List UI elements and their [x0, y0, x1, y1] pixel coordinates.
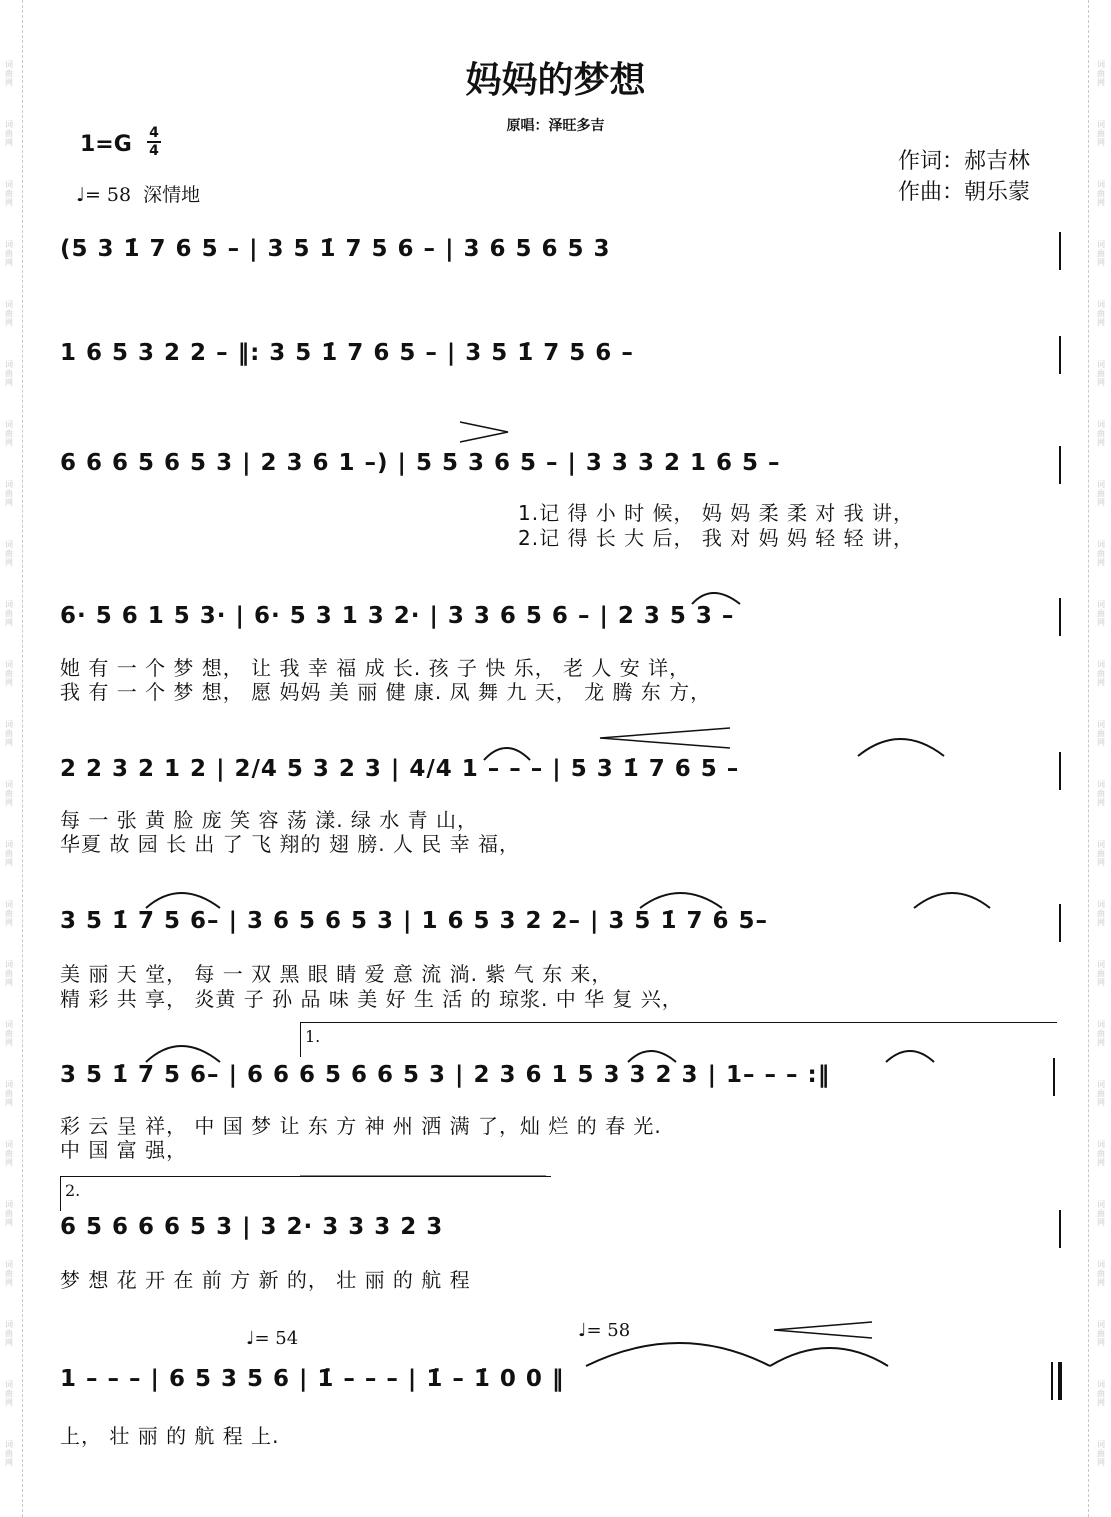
lyric-line-8a: 梦 想 花 开 在 前 方 新 的， 壮 丽 的 航 程: [60, 1268, 471, 1292]
watermark-text: 词 曲 网: [1097, 900, 1105, 927]
lyric-line-3a: 1.记 得 小 时 候， 妈 妈 柔 柔 对 我 讲，: [518, 501, 915, 525]
watermark-text: 词 曲 网: [5, 900, 13, 927]
lyric-line-6a: 美 丽 天 堂， 每 一 双 黑 眼 睛 爱 意 流 淌. 紫 气 东 来，: [60, 962, 613, 986]
watermark-text: 词 曲 网: [5, 1020, 13, 1047]
notation-line-6: 3 5 1̇ 7 5 6– | 3 6 5 6 5 3 | 1 6 5 3 2 2– | 3 5 1̇ 7 6 5–: [60, 908, 768, 934]
watermark-text: 词 曲 网: [1097, 420, 1105, 447]
mood-marking: 深情地: [143, 184, 201, 206]
watermark-text: 词 曲 网: [1097, 1440, 1105, 1467]
watermark-text: 词 曲 网: [5, 720, 13, 747]
notation-line-9: 1 – – – | 6 5 3 5 6 | 1̇ – – – | 1̇ – 1̇ 0 0 ‖: [60, 1366, 565, 1392]
watermark-text: 词 曲 网: [1097, 360, 1105, 387]
notation-line-5: 2 2 3 2 1 2 | 2/4 5 3 2 3 | 4/4 1 – – – | 5 3 1̇ 7 6 5 –: [60, 756, 740, 782]
lyric-line-5a: 每 一 张 黄 脸 庞 笑 容 荡 漾. 绿 水 青 山，: [60, 808, 479, 832]
watermark-text: 词 曲 网: [1097, 180, 1105, 207]
notation-line-2: 1 6 5 3 2 2 – ‖: 3 5 1̇ 7 6 5 – | 3 5 1̇ 7 5 6 –: [60, 340, 634, 366]
watermark-text: 词 曲 网: [1097, 840, 1105, 867]
tempo-change-58: ♩= 58: [578, 1320, 631, 1341]
watermark-text: 词 曲 网: [1097, 240, 1105, 267]
watermark-text: 词 曲 网: [1097, 600, 1105, 627]
watermark-text: 词 曲 网: [1097, 60, 1105, 87]
notation-line-4: 6· 5 6 1 5 3· | 6· 5 3 1 3 2· | 3 3 6 5 6 – | 2 3 5 3 –: [60, 603, 735, 629]
lyric-line-7a: 彩 云 呈 祥， 中 国 梦 让 东 方 神 州 洒 满 了，灿 烂 的 春 光.: [60, 1114, 662, 1138]
watermark-text: 词 曲 网: [1097, 300, 1105, 327]
watermark-text: 词 曲 网: [1097, 1260, 1105, 1287]
watermark-text: 词 曲 网: [1097, 1380, 1105, 1407]
watermark-text: 词 曲 网: [5, 360, 13, 387]
notation-line-1: (5 3 1̇ 7 6 5 – | 3 5 1̇ 7 5 6 – | 3 6 5 6 5 3: [60, 236, 611, 262]
watermark-text: 词 曲 网: [5, 480, 13, 507]
lyric-line-9a: 上， 壮 丽 的 航 程 上.: [60, 1424, 280, 1448]
composer-credit: 作曲：朝乐蒙: [898, 180, 1031, 205]
watermark-text: 词 曲 网: [1097, 1200, 1105, 1227]
notation-line-8: 6 5 6 6 6 5 3 | 3 2· 3 3 3 2 3: [60, 1214, 444, 1240]
volta-2-label: 2.: [65, 1181, 81, 1200]
watermark-text: 词 曲 网: [5, 1380, 13, 1407]
lyric-line-4a: 她 有 一 个 梦 想， 让 我 幸 福 成 长. 孩 子 快 乐， 老 人 安 详，: [60, 656, 691, 680]
watermark-text: 词 曲 网: [5, 1260, 13, 1287]
watermark-text: 词 曲 网: [5, 1140, 13, 1167]
notation-line-7: 3 5 1̇ 7 5 6– | 6 6 6 5 6 6 5 3 | 2 3 6 1 5 3 3 2 3 | 1– – – :‖: [60, 1062, 831, 1088]
song-title: 妈妈的梦想: [465, 60, 646, 101]
watermark-text: 词 曲 网: [5, 780, 13, 807]
watermark-text: 词 曲 网: [5, 1320, 13, 1347]
lyric-line-5b: 华夏 故 园 长 出 了 飞 翔的 翅 膀. 人 民 幸 福，: [60, 832, 521, 856]
watermark-text: 词 曲 网: [5, 960, 13, 987]
tempo-change-54: ♩= 54: [246, 1328, 299, 1349]
time-numerator: 4: [149, 125, 159, 141]
watermark-text: 词 曲 网: [5, 660, 13, 687]
singer-credit: 原唱：泽旺多吉: [506, 118, 605, 134]
tempo-value: ♩= 58: [76, 184, 132, 206]
watermark-text: 词 曲 网: [5, 180, 13, 207]
watermark-text: 词 曲 网: [1097, 120, 1105, 147]
watermark-text: 词 曲 网: [1097, 480, 1105, 507]
lyricist-credit: 作词：郝吉林: [898, 149, 1031, 174]
lyric-line-6b: 精 彩 共 享， 炎黄 子 孙 品 味 美 好 生 活 的 琼浆. 中 华 复 兴，: [60, 987, 683, 1011]
watermark-text: 词 曲 网: [1097, 1140, 1105, 1167]
watermark-text: 词 曲 网: [5, 1440, 13, 1467]
watermark-text: 词 曲 网: [5, 600, 13, 627]
lyric-line-3b: 2.记 得 长 大 后， 我 对 妈 妈 轻 轻 讲，: [518, 526, 915, 550]
watermark-text: 词 曲 网: [1097, 720, 1105, 747]
lyric-line-7b: 中 国 富 强，: [60, 1138, 188, 1162]
watermark-text: 词 曲 网: [1097, 1320, 1105, 1347]
watermark-text: 词 曲 网: [1097, 780, 1105, 807]
watermark-text: 词 曲 网: [5, 300, 13, 327]
watermark-text: 词 曲 网: [5, 840, 13, 867]
volta-1-label: 1.: [305, 1027, 321, 1046]
watermark-text: 词 曲 网: [1097, 1080, 1105, 1107]
watermark-text: 词 曲 网: [5, 120, 13, 147]
lyric-line-4b: 我 有 一 个 梦 想， 愿 妈妈 美 丽 健 康. 凤 舞 九 天， 龙 腾 东 方，: [60, 680, 712, 704]
key-signature: 1=G: [80, 132, 132, 157]
watermark-text: 词 曲 网: [1097, 660, 1105, 687]
watermark-text: 词 曲 网: [5, 240, 13, 267]
watermark-text: 词 曲 网: [5, 540, 13, 567]
watermark-text: 词 曲 网: [5, 60, 13, 87]
watermark-text: 词 曲 网: [5, 1080, 13, 1107]
watermark-text: 词 曲 网: [5, 420, 13, 447]
watermark-text: 词 曲 网: [1097, 1020, 1105, 1047]
watermark-text: 词 曲 网: [5, 1200, 13, 1227]
watermark-text: 词 曲 网: [1097, 960, 1105, 987]
notation-line-3: 6 6 6 5 6 5 3 | 2 3 6 1 –) | 5 5 3 6 5 – | 3 3 3 2 1 6 5 –: [60, 450, 781, 476]
watermark-text: 词 曲 网: [1097, 540, 1105, 567]
time-denominator: 4: [149, 143, 159, 159]
